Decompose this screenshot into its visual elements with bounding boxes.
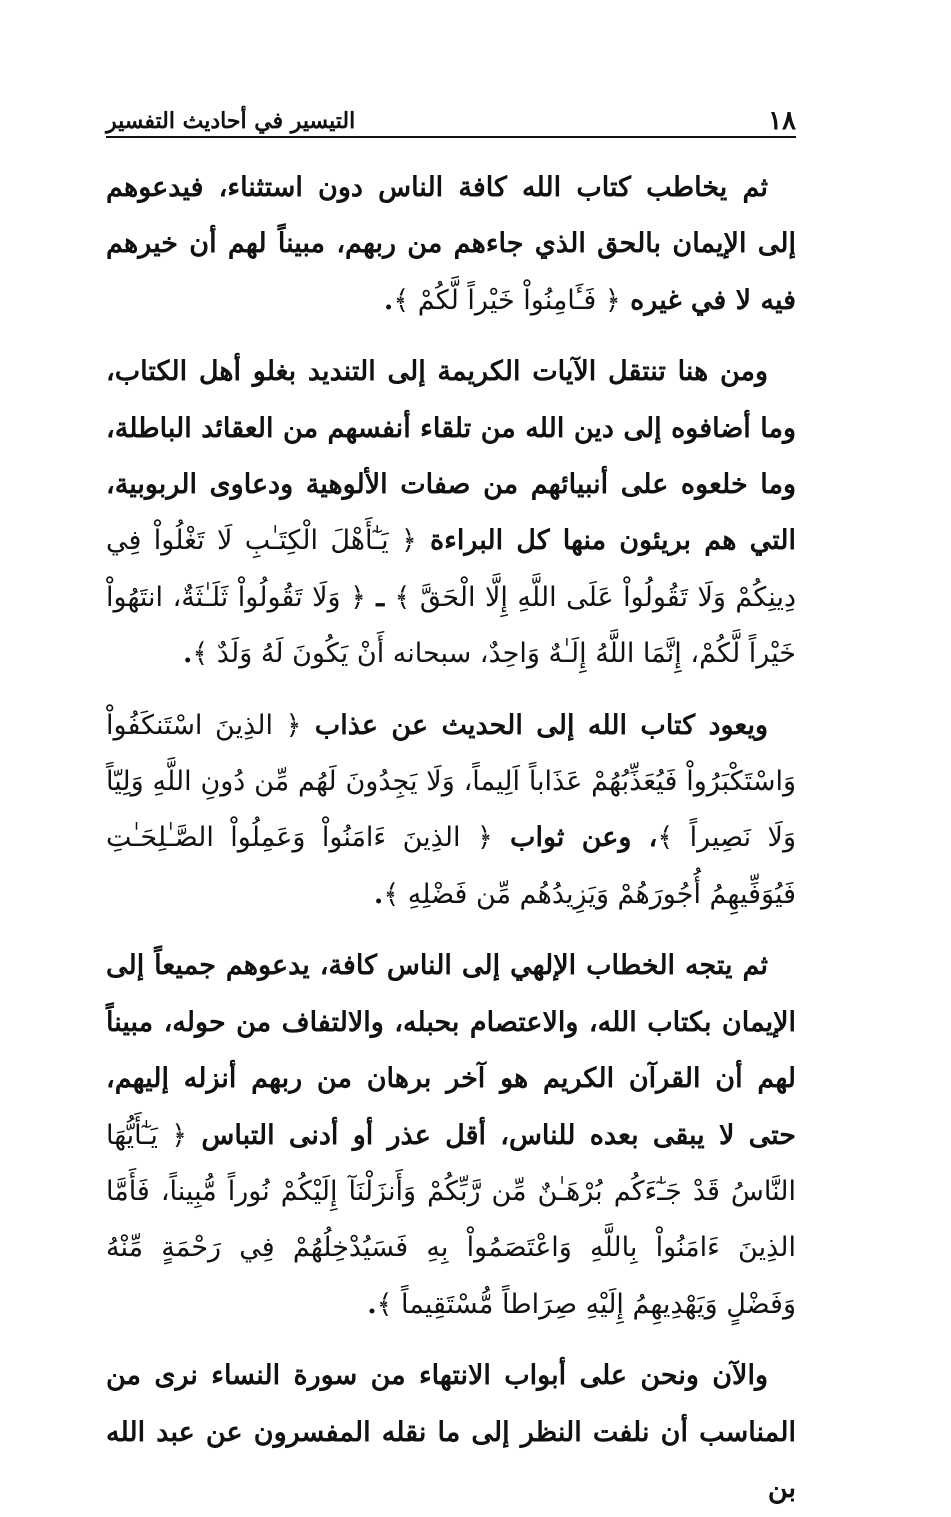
paragraph-2 [106, 344, 796, 682]
quran-quote: ﴿ وَلَا تَقُولُواْ ثَلَـٰثَةٌ، انتَهُواْ خَيْراً لَّكُمْ، إِنَّمَا اللَّهُ إِلَـٰهٌ وَاحِدٌ، سبحانه أَنْ يَكُونَ لَهُ وَلَدٌ ﴾ [106, 581, 796, 670]
paragraph-5 [106, 1348, 796, 1517]
paragraph-text: . [182, 638, 193, 670]
quran-quote: ﴿ فَـَٔامِنُواْ خَيْراً لَّكُمْ ﴾ [393, 284, 621, 316]
quran-quote: ﴿ الذِينَ اسْتَنكَفُواْ وَاسْتَكْبَرُواْ فَيُعَذِّبُهُمْ عَذَاباً اَلِيماً، وَلَا يَجِدُونَ لَهُم مِّن دُونِ اللَّهِ وَلِيّاً وَلَا نَصِيراً ﴾ [106, 709, 796, 854]
paragraph-text: ـ [365, 581, 395, 613]
quran-quote: ﴿ الذِينَ ءَامَنُواْ وَعَمِلُواْ الصَّـٰلِحَـٰتِ فَيُوَفِّيهِمُ أُجُورَهُمْ وَيَزِيدُهُم مِّن فَضْلِهِ ﴾ [106, 822, 796, 910]
header-rule [106, 136, 796, 138]
paragraph-text: ويعود كتاب الله إلى الحديث عن عذاب [301, 709, 768, 741]
page-number: ١٨ [768, 106, 796, 136]
quran-quote: ﴿ يَـٰٓأَيُّهَا النَّاسُ قَدْ جَـٰٓءَكُم بُرْهَـٰنٌ مِّن رَّبِّكُمْ وَأَنزَلْنَآ إِلَيْكُمْ نُوراً مُّبِيناً، فَأَمَّا الذِينَ ءَامَنُواْ بِاللَّهِ وَاعْتَصَمُواْ بِهِ فَسَيُدْخِلُهُمْ فِي رَحْمَةٍ مِّنْهُ وَفَضْلٍ وَيَهْدِيهِمُ إِلَيْهِ صِرَاطاً مُّسْتَقِيماً ﴾ [106, 1119, 796, 1320]
paragraph-1 [106, 160, 796, 329]
paragraph-text: . [383, 284, 394, 316]
page-header [106, 96, 796, 136]
paragraph-text: ثم يخاطب كتاب الله كافة الناس دون استثناء، فيدعوهم إلى الإيمان بالحق الذي جاءهم من ربهم، مبيناً لهم أن خيرهم فيه لا في غيره [106, 172, 796, 316]
paragraph-text: . [373, 878, 384, 910]
paragraph-text: ثم يتجه الخطاب الإلهي إلى الناس كافة، يدعوهم جميعاً إلى الإيمان بكتاب الله، والاعتصام بحبله، والالتفاف من حوله، مبيناً لهم أن القرآن الكريم هو آخر برهان من ربهم أنزله إليهم، حتى لا يبقى بعده للناس، أقل عذر أو أدنى التباس [106, 950, 796, 1151]
running-title: التيسير في أحاديث التفسير [106, 108, 356, 134]
paragraph-4 [106, 938, 796, 1333]
body-text [106, 160, 796, 1504]
paragraph-text: والآن ونحن على أبواب الانتهاء من سورة النساء نرى من المناسب أن نلفت النظر إلى ما نقله المفسرون عن عبد الله بن [106, 1360, 796, 1504]
paragraph-text: ومن هنا تنتقل الآيات الكريمة إلى التنديد بغلو أهل الكتاب، وما أضافوه إلى دين الله من تلقاء أنفسهم من العقائد الباطلة، وما خلعوه على أنبيائهم من صفات الألوهية ودعاوى الربوبية، التي هم بريئون منها كل البراءة [106, 356, 796, 557]
paragraph-text: ، وعن ثواب [492, 822, 658, 854]
paragraph-3 [106, 698, 796, 924]
paragraph-text: . [367, 1288, 377, 1320]
quran-quote: ﴿ يَـٰٓأَهْلَ الْكِتَـٰبِ لَا تَغْلُواْ فِي دِينِكُمْ وَلَا تَقُولُواْ عَلَى اللَّهِ إِلَّا الْحَقَّ ﴾ [106, 525, 796, 613]
